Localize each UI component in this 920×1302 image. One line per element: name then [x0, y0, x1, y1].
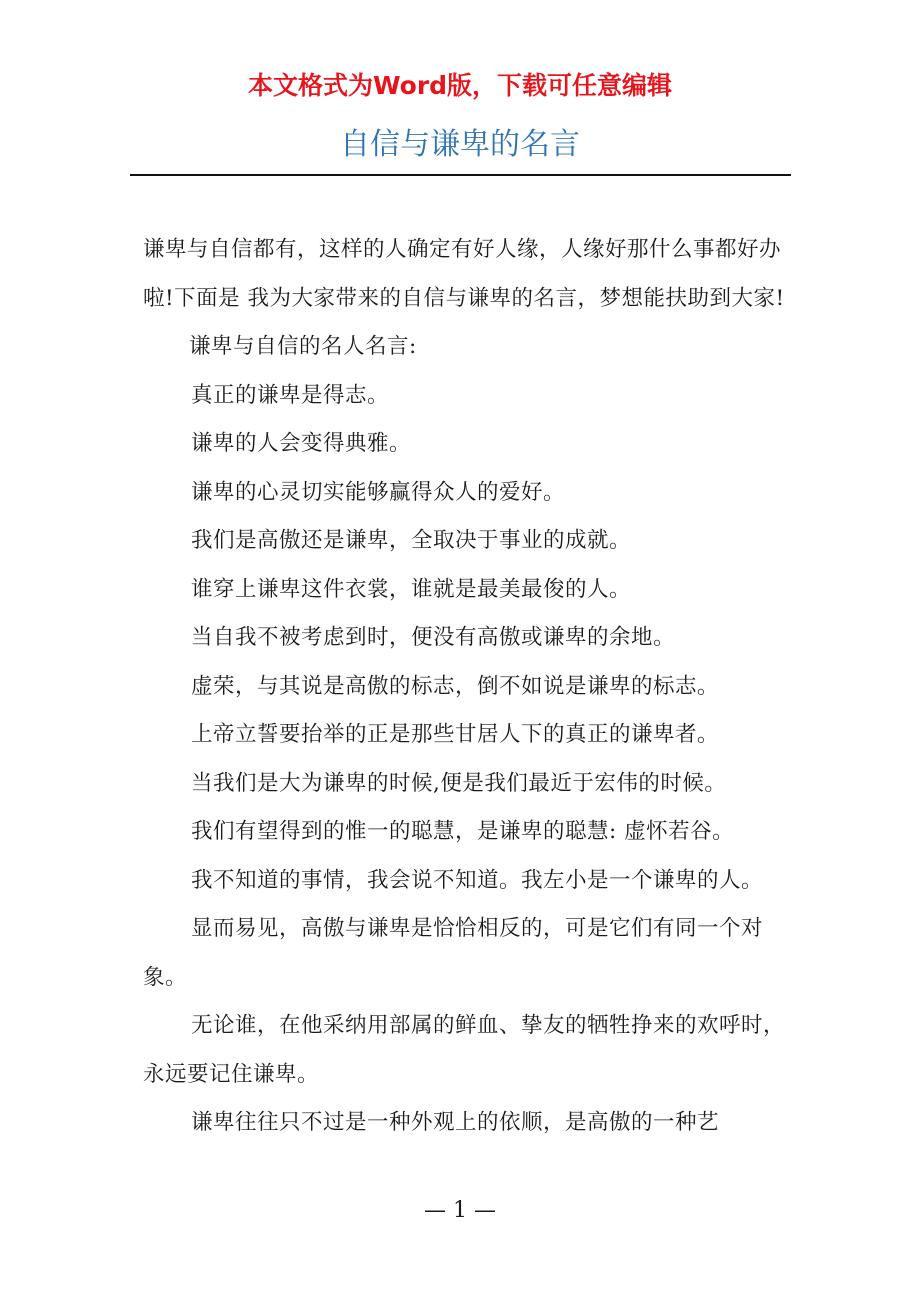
intro-heading: 谦卑与自信的名人名言:: [189, 334, 417, 359]
body-paragraph: 无论谁，在他采纳用部属的鲜血、挚友的牺牲挣来的欢呼时，永远要记住谦卑。: [143, 1013, 786, 1087]
body-paragraph: 我不知道的事情，我会说不知道。我左小是一个谦卑的人。: [191, 867, 764, 893]
quote-item: 当我们是大为谦卑的时候,便是我们最近于宏伟的时候。: [191, 770, 727, 796]
quote-item: 谁穿上谦卑这件衣裳，谁就是最美最俊的人。: [191, 576, 632, 602]
title-divider: [130, 174, 791, 176]
intro-text: 谦卑与自信都有，这样的人确定有好人缘，人缘好那什么事都好办啦!下面是 我为大家带来的自信与谦卑的名言，梦想能扶助到大家!: [143, 237, 785, 311]
quote-item: 上帝立誓要抬举的正是那些甘居人下的真正的谦卑者。: [191, 722, 720, 747]
quote-item: 真正的谦卑是得志。: [191, 382, 390, 408]
body-paragraph: 谦卑往往只不过是一种外观上的依顺，是高傲的一种艺: [191, 1110, 720, 1135]
quote-item: 我们有望得到的惟一的聪慧，是谦卑的聪慧: 虚怀若谷。: [191, 819, 735, 844]
quote-item: 虚荣，与其说是高傲的标志，倒不如说是谦卑的标志。: [191, 673, 720, 699]
quote-item: 当自我不被考虑到时，便没有高傲或谦卑的余地。: [191, 625, 676, 650]
page-number: — 1 —: [424, 1198, 496, 1223]
format-banner: 本文格式为Word版，下载可任意编辑: [247, 71, 673, 100]
document-body: [143, 226, 793, 1148]
quote-item: 谦卑的人会变得典雅。: [191, 431, 412, 456]
body-paragraph: 显而易见，高傲与谦卑是恰恰相反的，可是它们有同一个对象。: [143, 916, 764, 990]
quote-item: 我们是高傲还是谦卑，全取决于事业的成就。: [191, 528, 632, 553]
intro-paragraph: [143, 226, 793, 372]
page-title: 自信与谦卑的名言: [340, 127, 580, 162]
quote-item: 谦卑的心灵切实能够赢得众人的爱好。: [191, 479, 566, 505]
